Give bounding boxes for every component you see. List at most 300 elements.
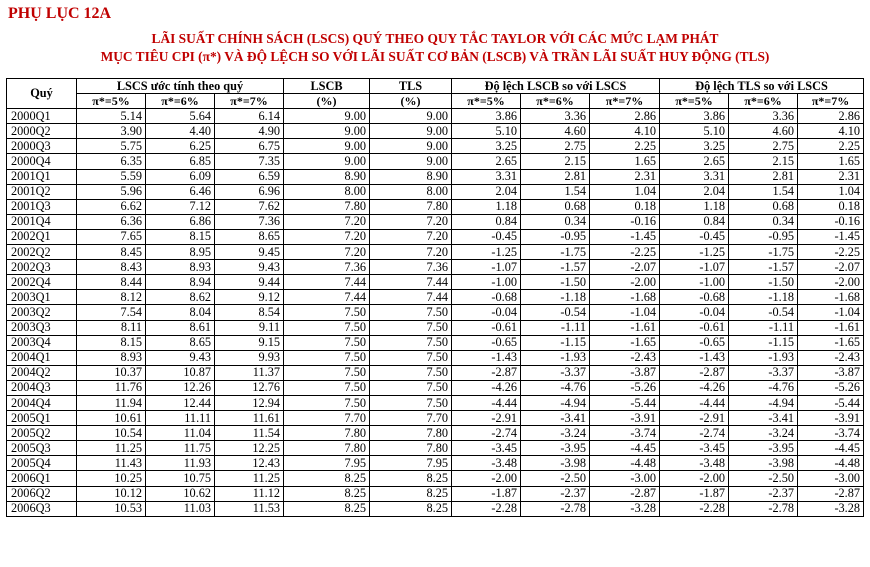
cell-quarter: 2005Q4 bbox=[7, 456, 77, 471]
cell-lscb: 8.25 bbox=[284, 486, 370, 501]
cell-lscs-pi5: 10.53 bbox=[77, 501, 146, 516]
cell-lscs-pi7: 9.12 bbox=[215, 290, 284, 305]
cell-dev-lscb-pi6: -1.93 bbox=[521, 350, 590, 365]
cell-lscs-pi5: 8.93 bbox=[77, 350, 146, 365]
cell-dev-tls-pi5: -2.74 bbox=[660, 426, 729, 441]
cell-lscs-pi7: 9.44 bbox=[215, 275, 284, 290]
cell-lscs-pi7: 7.35 bbox=[215, 154, 284, 169]
cell-dev-lscb-pi7: -4.48 bbox=[590, 456, 660, 471]
cell-quarter: 2002Q2 bbox=[7, 245, 77, 260]
cell-lscs-pi7: 9.15 bbox=[215, 335, 284, 350]
cell-lscs-pi5: 11.94 bbox=[77, 395, 146, 410]
cell-dev-tls-pi6: 2.81 bbox=[729, 169, 798, 184]
cell-dev-tls-pi7: -1.61 bbox=[798, 320, 864, 335]
cell-dev-tls-pi5: -4.44 bbox=[660, 395, 729, 410]
cell-lscs-pi5: 8.12 bbox=[77, 290, 146, 305]
cell-quarter: 2005Q2 bbox=[7, 426, 77, 441]
cell-quarter: 2006Q1 bbox=[7, 471, 77, 486]
cell-lscs-pi7: 4.90 bbox=[215, 124, 284, 139]
cell-lscs-pi7: 9.43 bbox=[215, 260, 284, 275]
cell-lscs-pi6: 8.95 bbox=[146, 245, 215, 260]
cell-dev-lscb-pi6: -0.54 bbox=[521, 305, 590, 320]
cell-dev-tls-pi6: -4.76 bbox=[729, 380, 798, 395]
cell-lscs-pi5: 11.76 bbox=[77, 380, 146, 395]
cell-dev-lscb-pi5: 0.84 bbox=[452, 214, 521, 229]
cell-dev-lscb-pi7: -1.61 bbox=[590, 320, 660, 335]
cell-dev-lscb-pi6: -1.18 bbox=[521, 290, 590, 305]
cell-quarter: 2002Q1 bbox=[7, 229, 77, 244]
header-row-top bbox=[7, 79, 864, 94]
cell-lscs-pi6: 8.61 bbox=[146, 320, 215, 335]
cell-quarter: 2002Q3 bbox=[7, 260, 77, 275]
cell-dev-lscb-pi7: -4.45 bbox=[590, 441, 660, 456]
cell-dev-lscb-pi5: -1.00 bbox=[452, 275, 521, 290]
cell-dev-lscb-pi6: -3.41 bbox=[521, 411, 590, 426]
cell-lscs-pi6: 10.62 bbox=[146, 486, 215, 501]
cell-lscs-pi6: 11.75 bbox=[146, 441, 215, 456]
cell-lscb: 8.00 bbox=[284, 184, 370, 199]
cell-dev-tls-pi7: -1.04 bbox=[798, 305, 864, 320]
cell-dev-tls-pi5: -0.61 bbox=[660, 320, 729, 335]
cell-dev-lscb-pi7: 1.65 bbox=[590, 154, 660, 169]
cell-dev-tls-pi7: 1.65 bbox=[798, 154, 864, 169]
cell-quarter: 2005Q3 bbox=[7, 441, 77, 456]
cell-tls: 8.25 bbox=[370, 501, 452, 516]
cell-lscs-pi5: 8.11 bbox=[77, 320, 146, 335]
cell-lscs-pi7: 12.94 bbox=[215, 395, 284, 410]
cell-tls: 7.80 bbox=[370, 441, 452, 456]
cell-lscs-pi7: 7.62 bbox=[215, 199, 284, 214]
header-dev-tls-pi7: π*=7% bbox=[798, 94, 864, 109]
cell-lscs-pi6: 6.85 bbox=[146, 154, 215, 169]
cell-dev-lscb-pi7: 4.10 bbox=[590, 124, 660, 139]
cell-tls: 8.00 bbox=[370, 184, 452, 199]
cell-lscs-pi7: 12.43 bbox=[215, 456, 284, 471]
cell-dev-lscb-pi7: -2.07 bbox=[590, 260, 660, 275]
table-row bbox=[7, 124, 864, 139]
table-row bbox=[7, 260, 864, 275]
cell-dev-lscb-pi7: -3.74 bbox=[590, 426, 660, 441]
cell-dev-lscb-pi7: -2.43 bbox=[590, 350, 660, 365]
cell-lscs-pi6: 12.44 bbox=[146, 395, 215, 410]
cell-dev-lscb-pi5: 3.31 bbox=[452, 169, 521, 184]
cell-dev-tls-pi6: 3.36 bbox=[729, 109, 798, 124]
cell-quarter: 2000Q3 bbox=[7, 139, 77, 154]
cell-dev-lscb-pi6: 1.54 bbox=[521, 184, 590, 199]
cell-dev-tls-pi6: 0.68 bbox=[729, 199, 798, 214]
cell-dev-tls-pi7: 2.25 bbox=[798, 139, 864, 154]
table-row bbox=[7, 501, 864, 516]
cell-lscb: 9.00 bbox=[284, 124, 370, 139]
cell-dev-tls-pi7: 4.10 bbox=[798, 124, 864, 139]
cell-quarter: 2000Q2 bbox=[7, 124, 77, 139]
cell-lscs-pi7: 9.45 bbox=[215, 245, 284, 260]
table-row bbox=[7, 350, 864, 365]
cell-dev-tls-pi7: -3.00 bbox=[798, 471, 864, 486]
cell-tls: 7.20 bbox=[370, 245, 452, 260]
cell-lscs-pi7: 6.96 bbox=[215, 184, 284, 199]
cell-dev-lscb-pi6: 2.75 bbox=[521, 139, 590, 154]
header-lscs-group: LSCS ước tính theo quý bbox=[77, 79, 284, 94]
cell-quarter: 2001Q2 bbox=[7, 184, 77, 199]
table-body bbox=[7, 109, 864, 517]
cell-lscs-pi7: 7.36 bbox=[215, 214, 284, 229]
cell-tls: 7.80 bbox=[370, 199, 452, 214]
table-row bbox=[7, 395, 864, 410]
cell-tls: 7.44 bbox=[370, 275, 452, 290]
cell-dev-tls-pi5: -1.87 bbox=[660, 486, 729, 501]
cell-dev-lscb-pi5: -0.04 bbox=[452, 305, 521, 320]
cell-lscb: 7.95 bbox=[284, 456, 370, 471]
cell-tls: 7.80 bbox=[370, 426, 452, 441]
cell-dev-tls-pi6: -3.41 bbox=[729, 411, 798, 426]
table-row bbox=[7, 486, 864, 501]
cell-dev-lscb-pi5: -2.91 bbox=[452, 411, 521, 426]
cell-lscs-pi5: 11.25 bbox=[77, 441, 146, 456]
cell-lscs-pi6: 11.03 bbox=[146, 501, 215, 516]
cell-dev-tls-pi5: -0.45 bbox=[660, 229, 729, 244]
cell-dev-lscb-pi5: 3.86 bbox=[452, 109, 521, 124]
table-row bbox=[7, 305, 864, 320]
cell-dev-lscb-pi6: 2.81 bbox=[521, 169, 590, 184]
cell-dev-lscb-pi7: 0.18 bbox=[590, 199, 660, 214]
cell-lscs-pi6: 8.04 bbox=[146, 305, 215, 320]
cell-dev-tls-pi7: -4.45 bbox=[798, 441, 864, 456]
cell-dev-tls-pi5: -0.65 bbox=[660, 335, 729, 350]
cell-lscs-pi6: 8.93 bbox=[146, 260, 215, 275]
cell-dev-lscb-pi5: 5.10 bbox=[452, 124, 521, 139]
cell-dev-tls-pi7: -3.87 bbox=[798, 365, 864, 380]
cell-lscs-pi5: 8.43 bbox=[77, 260, 146, 275]
cell-lscb: 7.70 bbox=[284, 411, 370, 426]
cell-lscs-pi5: 8.15 bbox=[77, 335, 146, 350]
cell-dev-lscb-pi6: -2.37 bbox=[521, 486, 590, 501]
cell-dev-tls-pi7: -5.26 bbox=[798, 380, 864, 395]
cell-lscb: 8.25 bbox=[284, 501, 370, 516]
cell-dev-tls-pi7: -0.16 bbox=[798, 214, 864, 229]
cell-lscs-pi6: 6.46 bbox=[146, 184, 215, 199]
cell-tls: 8.90 bbox=[370, 169, 452, 184]
cell-lscs-pi5: 3.90 bbox=[77, 124, 146, 139]
cell-dev-tls-pi6: -2.50 bbox=[729, 471, 798, 486]
table-row bbox=[7, 139, 864, 154]
cell-lscb: 7.50 bbox=[284, 365, 370, 380]
cell-lscs-pi5: 10.37 bbox=[77, 365, 146, 380]
cell-lscb: 7.50 bbox=[284, 395, 370, 410]
cell-dev-lscb-pi6: -2.50 bbox=[521, 471, 590, 486]
cell-lscs-pi7: 6.14 bbox=[215, 109, 284, 124]
cell-lscs-pi7: 12.25 bbox=[215, 441, 284, 456]
cell-dev-lscb-pi6: 0.34 bbox=[521, 214, 590, 229]
header-dev-lscb-pi6: π*=6% bbox=[521, 94, 590, 109]
cell-dev-tls-pi5: -4.26 bbox=[660, 380, 729, 395]
cell-dev-lscb-pi5: -4.44 bbox=[452, 395, 521, 410]
cell-lscb: 7.20 bbox=[284, 229, 370, 244]
cell-dev-tls-pi6: -1.11 bbox=[729, 320, 798, 335]
cell-dev-tls-pi7: -2.07 bbox=[798, 260, 864, 275]
cell-tls: 7.50 bbox=[370, 305, 452, 320]
table-row bbox=[7, 290, 864, 305]
cell-dev-tls-pi7: -3.91 bbox=[798, 411, 864, 426]
cell-dev-lscb-pi6: -3.95 bbox=[521, 441, 590, 456]
table-row bbox=[7, 154, 864, 169]
cell-dev-tls-pi5: -2.87 bbox=[660, 365, 729, 380]
cell-tls: 7.50 bbox=[370, 380, 452, 395]
cell-dev-lscb-pi6: 4.60 bbox=[521, 124, 590, 139]
header-quarter: Quý bbox=[7, 79, 77, 109]
cell-tls: 7.95 bbox=[370, 456, 452, 471]
cell-lscb: 7.50 bbox=[284, 380, 370, 395]
cell-lscs-pi5: 7.65 bbox=[77, 229, 146, 244]
cell-dev-lscb-pi5: 2.04 bbox=[452, 184, 521, 199]
cell-lscs-pi6: 9.43 bbox=[146, 350, 215, 365]
cell-dev-tls-pi5: -1.25 bbox=[660, 245, 729, 260]
cell-quarter: 2003Q3 bbox=[7, 320, 77, 335]
cell-dev-tls-pi5: 1.18 bbox=[660, 199, 729, 214]
header-lscb: LSCB bbox=[284, 79, 370, 94]
cell-dev-tls-pi6: 0.34 bbox=[729, 214, 798, 229]
cell-lscs-pi5: 5.96 bbox=[77, 184, 146, 199]
cell-lscb: 7.80 bbox=[284, 199, 370, 214]
cell-lscb: 7.44 bbox=[284, 290, 370, 305]
cell-dev-lscb-pi7: 1.04 bbox=[590, 184, 660, 199]
cell-dev-tls-pi5: 3.86 bbox=[660, 109, 729, 124]
header-lscs-pi7: π*=7% bbox=[215, 94, 284, 109]
cell-dev-tls-pi5: -1.43 bbox=[660, 350, 729, 365]
cell-dev-tls-pi7: -1.68 bbox=[798, 290, 864, 305]
cell-lscs-pi7: 11.12 bbox=[215, 486, 284, 501]
cell-lscs-pi5: 8.44 bbox=[77, 275, 146, 290]
cell-lscs-pi7: 11.54 bbox=[215, 426, 284, 441]
cell-dev-lscb-pi7: -5.44 bbox=[590, 395, 660, 410]
cell-lscs-pi6: 6.25 bbox=[146, 139, 215, 154]
cell-lscs-pi5: 6.62 bbox=[77, 199, 146, 214]
header-lscb-unit: (%) bbox=[284, 94, 370, 109]
cell-lscs-pi7: 8.65 bbox=[215, 229, 284, 244]
cell-lscs-pi7: 8.54 bbox=[215, 305, 284, 320]
cell-lscb: 7.20 bbox=[284, 214, 370, 229]
cell-lscs-pi6: 6.86 bbox=[146, 214, 215, 229]
cell-lscb: 9.00 bbox=[284, 109, 370, 124]
cell-tls: 7.50 bbox=[370, 395, 452, 410]
cell-lscs-pi6: 11.93 bbox=[146, 456, 215, 471]
cell-quarter: 2003Q1 bbox=[7, 290, 77, 305]
cell-dev-lscb-pi5: -1.87 bbox=[452, 486, 521, 501]
cell-lscs-pi5: 7.54 bbox=[77, 305, 146, 320]
cell-dev-lscb-pi6: 2.15 bbox=[521, 154, 590, 169]
cell-lscs-pi7: 11.61 bbox=[215, 411, 284, 426]
table-row bbox=[7, 411, 864, 426]
cell-lscs-pi7: 11.37 bbox=[215, 365, 284, 380]
cell-dev-tls-pi5: 3.25 bbox=[660, 139, 729, 154]
cell-dev-tls-pi7: -2.25 bbox=[798, 245, 864, 260]
header-row-sub bbox=[7, 94, 864, 109]
cell-tls: 7.44 bbox=[370, 290, 452, 305]
cell-dev-lscb-pi7: -3.87 bbox=[590, 365, 660, 380]
cell-dev-tls-pi6: -3.98 bbox=[729, 456, 798, 471]
cell-dev-lscb-pi6: -3.37 bbox=[521, 365, 590, 380]
header-dev-tls-pi6: π*=6% bbox=[729, 94, 798, 109]
appendix-label: PHỤ LỤC 12A bbox=[8, 5, 112, 22]
cell-quarter: 2003Q2 bbox=[7, 305, 77, 320]
cell-lscs-pi5: 10.54 bbox=[77, 426, 146, 441]
cell-dev-tls-pi5: 3.31 bbox=[660, 169, 729, 184]
table-row bbox=[7, 365, 864, 380]
cell-dev-tls-pi7: -4.48 bbox=[798, 456, 864, 471]
cell-dev-tls-pi7: -1.65 bbox=[798, 335, 864, 350]
cell-dev-tls-pi5: 5.10 bbox=[660, 124, 729, 139]
table-row bbox=[7, 471, 864, 486]
cell-dev-lscb-pi5: -2.74 bbox=[452, 426, 521, 441]
cell-quarter: 2004Q2 bbox=[7, 365, 77, 380]
cell-lscb: 7.50 bbox=[284, 350, 370, 365]
cell-dev-lscb-pi5: -0.65 bbox=[452, 335, 521, 350]
table-row bbox=[7, 245, 864, 260]
cell-tls: 9.00 bbox=[370, 139, 452, 154]
cell-lscb: 8.90 bbox=[284, 169, 370, 184]
cell-lscs-pi5: 10.12 bbox=[77, 486, 146, 501]
cell-lscs-pi6: 11.04 bbox=[146, 426, 215, 441]
cell-dev-lscb-pi7: -3.00 bbox=[590, 471, 660, 486]
header-dev-lscb-group: Độ lệch LSCB so với LSCS bbox=[452, 79, 660, 94]
cell-dev-lscb-pi5: -2.00 bbox=[452, 471, 521, 486]
cell-dev-lscb-pi5: -2.28 bbox=[452, 501, 521, 516]
cell-lscs-pi7: 9.93 bbox=[215, 350, 284, 365]
table-row bbox=[7, 456, 864, 471]
cell-tls: 8.25 bbox=[370, 486, 452, 501]
table-row bbox=[7, 426, 864, 441]
cell-lscs-pi6: 6.09 bbox=[146, 169, 215, 184]
cell-dev-tls-pi5: -2.28 bbox=[660, 501, 729, 516]
cell-dev-tls-pi7: 1.04 bbox=[798, 184, 864, 199]
cell-tls: 9.00 bbox=[370, 109, 452, 124]
table-row bbox=[7, 380, 864, 395]
header-dev-lscb-pi7: π*=7% bbox=[590, 94, 660, 109]
cell-dev-tls-pi7: -5.44 bbox=[798, 395, 864, 410]
cell-lscs-pi6: 5.64 bbox=[146, 109, 215, 124]
cell-lscs-pi6: 7.12 bbox=[146, 199, 215, 214]
cell-dev-lscb-pi5: -0.61 bbox=[452, 320, 521, 335]
header-dev-tls-group: Độ lệch TLS so với LSCS bbox=[660, 79, 864, 94]
cell-dev-tls-pi6: -3.24 bbox=[729, 426, 798, 441]
cell-quarter: 2005Q1 bbox=[7, 411, 77, 426]
cell-lscb: 7.80 bbox=[284, 441, 370, 456]
cell-dev-lscb-pi7: -3.91 bbox=[590, 411, 660, 426]
cell-dev-tls-pi6: 2.75 bbox=[729, 139, 798, 154]
cell-lscs-pi6: 4.40 bbox=[146, 124, 215, 139]
cell-tls: 7.50 bbox=[370, 335, 452, 350]
cell-dev-tls-pi6: 1.54 bbox=[729, 184, 798, 199]
cell-lscb: 9.00 bbox=[284, 139, 370, 154]
cell-dev-tls-pi6: -4.94 bbox=[729, 395, 798, 410]
cell-lscb: 8.25 bbox=[284, 471, 370, 486]
table-row bbox=[7, 275, 864, 290]
cell-dev-tls-pi6: -1.50 bbox=[729, 275, 798, 290]
table-row bbox=[7, 214, 864, 229]
table-row bbox=[7, 229, 864, 244]
cell-dev-lscb-pi6: 0.68 bbox=[521, 199, 590, 214]
cell-dev-tls-pi5: 2.04 bbox=[660, 184, 729, 199]
cell-dev-lscb-pi7: -2.25 bbox=[590, 245, 660, 260]
header-lscs-pi6: π*=6% bbox=[146, 94, 215, 109]
cell-lscb: 7.36 bbox=[284, 260, 370, 275]
cell-quarter: 2006Q3 bbox=[7, 501, 77, 516]
cell-dev-tls-pi6: 2.15 bbox=[729, 154, 798, 169]
cell-dev-lscb-pi6: 3.36 bbox=[521, 109, 590, 124]
cell-lscs-pi5: 10.61 bbox=[77, 411, 146, 426]
cell-dev-tls-pi5: 0.84 bbox=[660, 214, 729, 229]
table-row bbox=[7, 109, 864, 124]
table-row bbox=[7, 199, 864, 214]
cell-dev-lscb-pi7: -1.65 bbox=[590, 335, 660, 350]
cell-quarter: 2001Q4 bbox=[7, 214, 77, 229]
cell-dev-lscb-pi5: 2.65 bbox=[452, 154, 521, 169]
cell-quarter: 2001Q3 bbox=[7, 199, 77, 214]
cell-dev-lscb-pi6: -3.98 bbox=[521, 456, 590, 471]
cell-dev-tls-pi5: -3.45 bbox=[660, 441, 729, 456]
cell-lscs-pi5: 10.25 bbox=[77, 471, 146, 486]
cell-dev-tls-pi5: -3.48 bbox=[660, 456, 729, 471]
cell-dev-lscb-pi5: -3.48 bbox=[452, 456, 521, 471]
cell-dev-tls-pi5: -1.00 bbox=[660, 275, 729, 290]
cell-dev-tls-pi6: -2.78 bbox=[729, 501, 798, 516]
cell-lscs-pi5: 5.75 bbox=[77, 139, 146, 154]
cell-dev-lscb-pi5: -3.45 bbox=[452, 441, 521, 456]
cell-dev-lscb-pi5: 1.18 bbox=[452, 199, 521, 214]
cell-quarter: 2006Q2 bbox=[7, 486, 77, 501]
cell-dev-lscb-pi6: -0.95 bbox=[521, 229, 590, 244]
cell-lscs-pi6: 11.11 bbox=[146, 411, 215, 426]
cell-tls: 7.70 bbox=[370, 411, 452, 426]
cell-dev-lscb-pi6: -3.24 bbox=[521, 426, 590, 441]
cell-tls: 7.36 bbox=[370, 260, 452, 275]
header-dev-lscb-pi5: π*=5% bbox=[452, 94, 521, 109]
cell-dev-tls-pi5: -1.07 bbox=[660, 260, 729, 275]
cell-lscs-pi6: 8.62 bbox=[146, 290, 215, 305]
cell-lscs-pi6: 8.94 bbox=[146, 275, 215, 290]
cell-dev-lscb-pi7: -1.45 bbox=[590, 229, 660, 244]
cell-dev-tls-pi7: 0.18 bbox=[798, 199, 864, 214]
cell-dev-lscb-pi5: -1.43 bbox=[452, 350, 521, 365]
cell-dev-lscb-pi6: -4.94 bbox=[521, 395, 590, 410]
cell-dev-tls-pi5: -0.04 bbox=[660, 305, 729, 320]
cell-dev-lscb-pi6: -4.76 bbox=[521, 380, 590, 395]
cell-lscs-pi5: 5.59 bbox=[77, 169, 146, 184]
cell-dev-lscb-pi7: -2.00 bbox=[590, 275, 660, 290]
cell-dev-tls-pi6: -1.93 bbox=[729, 350, 798, 365]
cell-dev-tls-pi7: -3.28 bbox=[798, 501, 864, 516]
cell-dev-lscb-pi7: 2.86 bbox=[590, 109, 660, 124]
cell-lscs-pi5: 11.43 bbox=[77, 456, 146, 471]
cell-lscb: 7.20 bbox=[284, 245, 370, 260]
cell-lscb: 7.50 bbox=[284, 305, 370, 320]
cell-lscs-pi7: 6.59 bbox=[215, 169, 284, 184]
cell-lscs-pi5: 6.36 bbox=[77, 214, 146, 229]
cell-dev-tls-pi6: -0.54 bbox=[729, 305, 798, 320]
cell-dev-tls-pi7: 2.86 bbox=[798, 109, 864, 124]
cell-dev-lscb-pi6: -1.50 bbox=[521, 275, 590, 290]
cell-quarter: 2004Q1 bbox=[7, 350, 77, 365]
cell-dev-lscb-pi7: -1.68 bbox=[590, 290, 660, 305]
cell-dev-lscb-pi7: 2.25 bbox=[590, 139, 660, 154]
cell-dev-lscb-pi7: 2.31 bbox=[590, 169, 660, 184]
cell-dev-tls-pi7: 2.31 bbox=[798, 169, 864, 184]
table-title-line-2: MỤC TIÊU CPI (π*) VÀ ĐỘ LỆCH SO VỚI LÃI SUẤT CƠ BẢN (LSCB) VÀ TRẦN LÃI SUẤT HUY ĐỘNG (TLS) bbox=[100, 49, 770, 64]
cell-dev-tls-pi6: 4.60 bbox=[729, 124, 798, 139]
cell-dev-tls-pi6: -3.37 bbox=[729, 365, 798, 380]
cell-dev-lscb-pi5: -0.68 bbox=[452, 290, 521, 305]
table-row bbox=[7, 320, 864, 335]
